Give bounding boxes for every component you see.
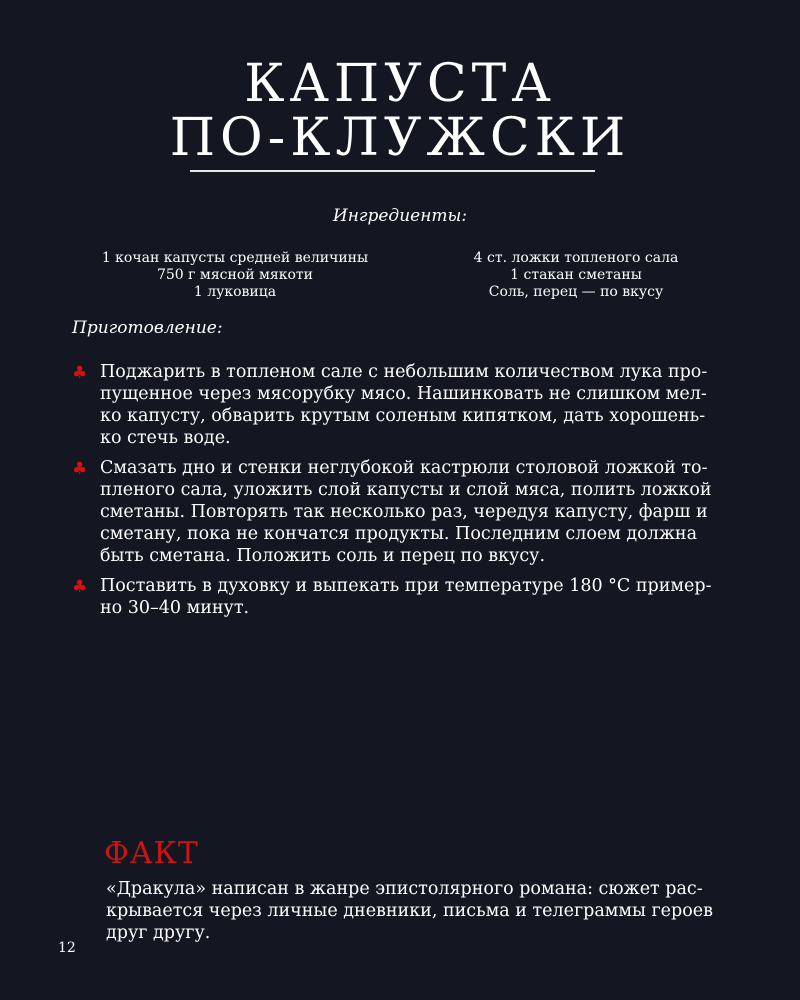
ingredient-item: 4 ст. ложки топленого сала bbox=[473, 250, 679, 266]
step-text-line: быть сметана. Положить соль и перец по вкусу. bbox=[100, 546, 546, 566]
title-divider bbox=[190, 170, 595, 172]
preparation-step bbox=[72, 457, 752, 567]
step-text-line: Поджарить в топленом сале с небольшим количеством лука про- bbox=[100, 362, 708, 382]
ingredients-right-column bbox=[416, 250, 736, 301]
fact-text-line: крывается через личные дневники, письма и телеграммы героев bbox=[106, 901, 713, 921]
ingredient-item: 1 стакан сметаны bbox=[510, 267, 642, 283]
ingredient-item: 1 луковица bbox=[193, 284, 277, 300]
ingredients-left-column bbox=[75, 250, 395, 301]
club-icon: ♣ bbox=[72, 459, 88, 479]
step-text-line: но 30–40 минут. bbox=[100, 598, 250, 618]
recipe-title-line-2: ПО-КЛУЖСКИ bbox=[169, 108, 631, 168]
preparation-step bbox=[72, 361, 752, 449]
preparation-heading: Приготовление: bbox=[72, 318, 223, 338]
club-icon: ♣ bbox=[72, 363, 88, 383]
fact-text bbox=[106, 878, 756, 944]
ingredient-item: Соль, перец — по вкусу bbox=[488, 284, 664, 300]
page-number: 12 bbox=[58, 940, 76, 956]
ingredients-heading: Ингредиенты: bbox=[332, 206, 468, 226]
fact-text-line: друг другу. bbox=[106, 923, 211, 943]
step-text-line: пущенное через мясорубку мясо. Нашинковать не слишком мел- bbox=[100, 384, 707, 404]
step-text-line: сметаны. Повторять так несколько раз, чередуя капусту, фарш и bbox=[100, 502, 708, 522]
step-text-line: ко капусту, обварить крутым соленым кипятком, дать хорошень- bbox=[100, 406, 706, 426]
club-icon: ♣ bbox=[72, 577, 88, 597]
step-text-line: ко стечь воде. bbox=[100, 428, 231, 448]
recipe-title-line-1: КАПУСТА bbox=[244, 54, 556, 114]
ingredient-item: 1 кочан капусты средней величины bbox=[101, 250, 369, 266]
preparation-step bbox=[72, 575, 752, 619]
step-text-line: Смазать дно и стенки неглубокой кастрюли столовой ложкой то- bbox=[100, 458, 708, 478]
step-text-line: пленого сала, уложить слой капусты и слой мяса, полить ложкой bbox=[100, 480, 712, 500]
fact-title: ФАКТ bbox=[104, 836, 199, 871]
preparation-steps bbox=[72, 361, 752, 627]
step-text-line: сметану, пока не кончатся продукты. Последним слоем должна bbox=[100, 524, 698, 544]
step-text-line: Поставить в духовку и выпекать при температуре 180 °С пример- bbox=[100, 576, 712, 596]
fact-text-line: «Дракула» написан в жанре эпистолярного романа: сюжет рас- bbox=[106, 879, 703, 899]
ingredient-item: 750 г мясной мякоти bbox=[156, 267, 314, 283]
